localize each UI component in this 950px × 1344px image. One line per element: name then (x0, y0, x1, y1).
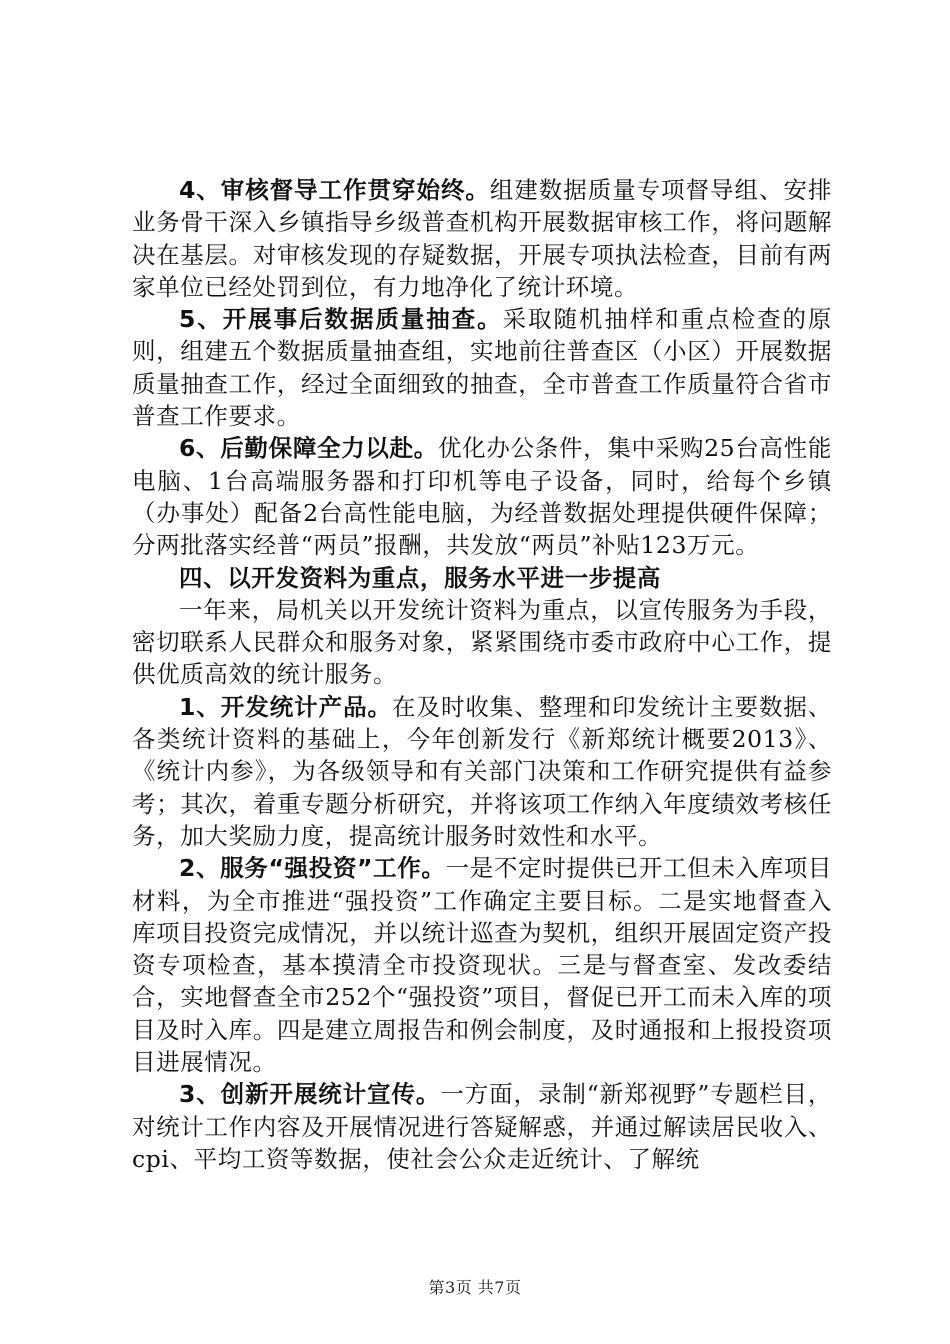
section-heading: 四、以开发资料为重点，服务水平进一步提高 (179, 563, 661, 592)
paragraph-heading: 5、开展事后数据质量抽查。 (179, 305, 503, 334)
paragraph-section-intro (132, 594, 832, 691)
paragraph-text: 一是不定时提供已开工但未入库项目材料，为全市推进“强投资”工作确定主要目标。二是实地督查入库项目投资完成情况，并以统计巡查为契机，组织开展固定资产投资专项检查，基本摸清全市投资现状。三是与督查室、发改委结合，实地督查全市252个“强投资”项目，督促已开工而未入库的项目及时入库。四是建立周报告和例会制度，及时通报和上报投资项目进展情况。 (132, 854, 832, 1077)
paragraph-quality-spot-check (132, 303, 832, 432)
paragraph-text: 一年来，局机关以开发统计资料为重点，以宣传服务为手段，密切联系人民群众和服务对象，紧紧围绕市委市政府中心工作，提供优质高效的统计服务。 (132, 595, 832, 689)
paragraph-heading: 6、后勤保障全力以赴。 (179, 434, 438, 463)
paragraph-investment-service (132, 852, 832, 1078)
document-body (132, 174, 832, 1175)
paragraph-publicity (132, 1078, 832, 1175)
paragraph-text: 一方面，录制“新郑视野”专题栏目，对统计工作内容及开展情况进行答疑解惑，并通过解读居民收入、cpi、平均工资等数据，使社会公众走近统计、了解统 (132, 1080, 832, 1173)
paragraph-heading: 2、服务“强投资”工作。 (179, 854, 446, 883)
paragraph-text: 在及时收集、整理和印发统计主要数据、各类统计资料的基础上，今年创新发行《新郑统计概要2013》、《统计内参》，为各级领导和有关部门决策和工作研究提供有益参考；其次，着重专题分析研究，并将该项工作纳入年度绩效考核任务，加大奖励力度，提高统计服务时效性和水平。 (132, 692, 832, 850)
paragraph-heading: 1、开发统计产品。 (179, 692, 393, 721)
paragraph-audit-supervision (132, 174, 832, 303)
paragraph-text: 采取随机抽样和重点检查的原则，组建五个数据质量抽查组，实地前往普查区（小区）开展数据质量抽查工作，经过全面细致的抽查，全市普查工作质量符合省市普查工作要求。 (132, 305, 832, 431)
paragraph-heading: 4、审核督导工作贯穿始终。 (179, 176, 490, 204)
paragraph-text: 组建数据质量专项督导组、安排业务骨干深入乡镇指导乡级普查机构开展数据审核工作，将问题解决在基层。对审核发现的存疑数据，开展专项执法检查，目前有两家单位已经处罚到位，有力地净化了统计环境。 (132, 176, 832, 301)
paragraph-statistical-products (132, 691, 832, 852)
paragraph-text: 优化办公条件，集中采购25台高性能电脑、1台高端服务器和打印机等电子设备，同时，给每个乡镇（办事处）配备2台高性能电脑，为经普数据处理提供硬件保障；分两批落实经普“两员”报酬，共发放“两员”补贴123万元。 (132, 434, 832, 560)
paragraph-logistics (132, 432, 832, 561)
paragraph-heading: 3、创新开展统计宣传。 (179, 1080, 441, 1109)
page-number-footer: 第3页 共7页 (428, 1278, 522, 1297)
